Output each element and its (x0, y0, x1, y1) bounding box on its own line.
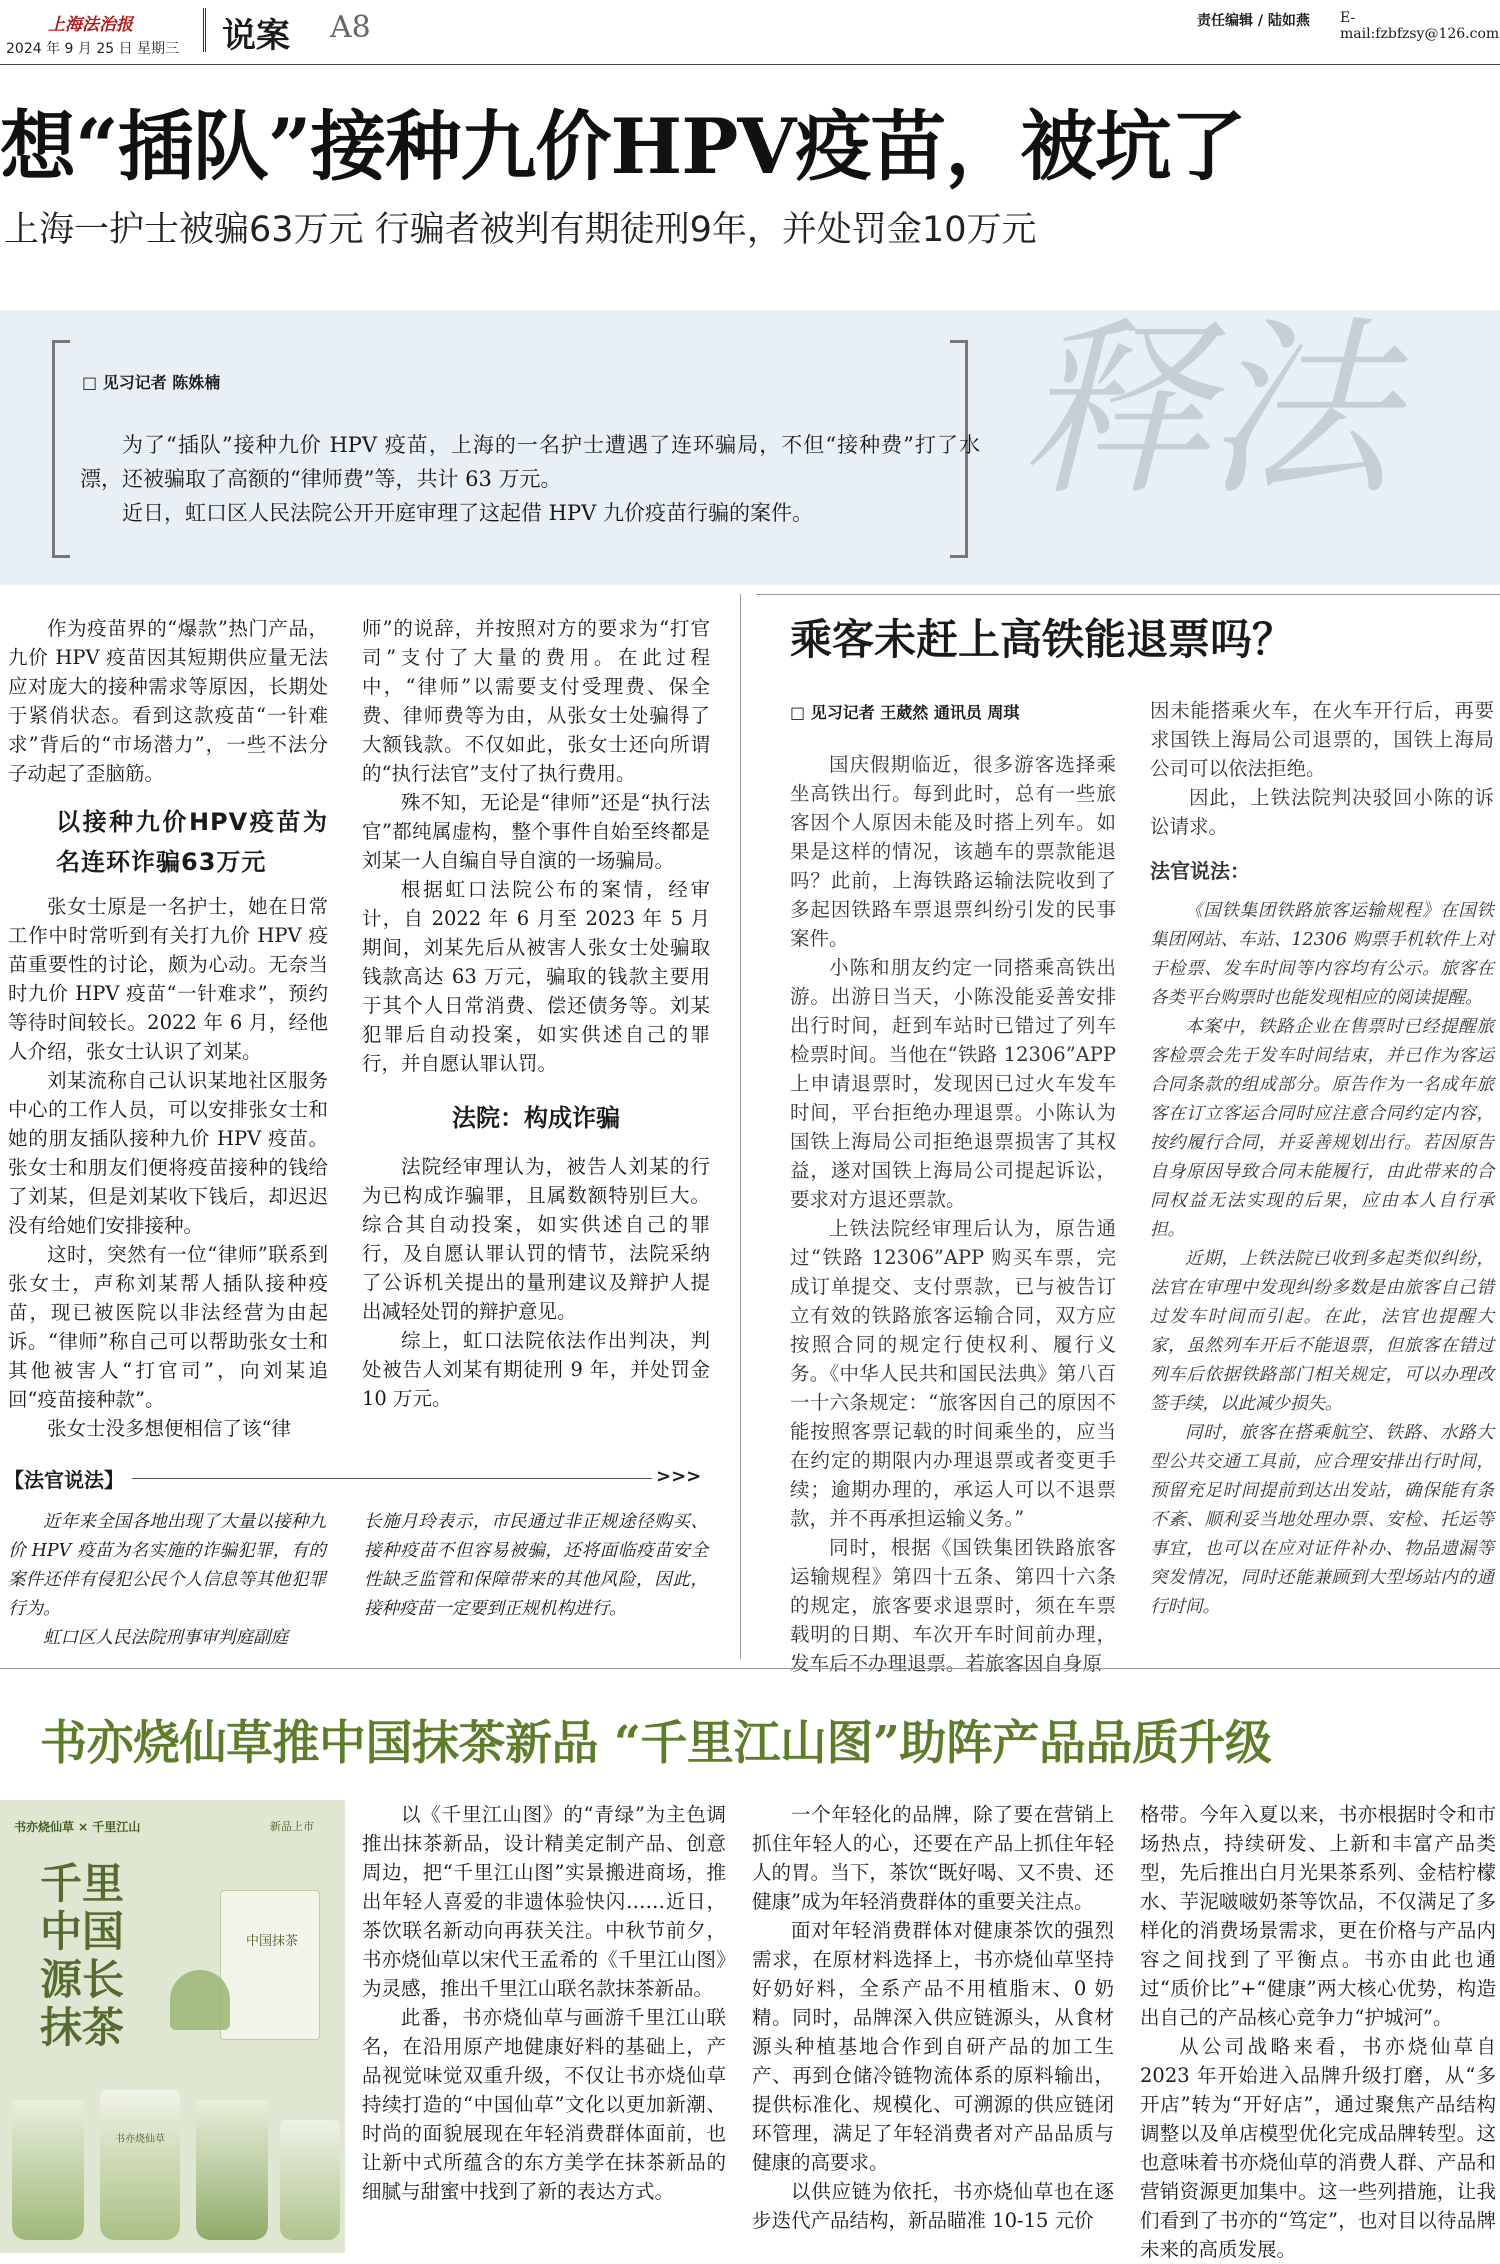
page-number: A8 (330, 10, 371, 45)
article2-paragraph: 小陈和朋友约定一同搭乘高铁出游。出游日当天，小陈没能妥善安排出行时间，赶到车站时已错过了列车检票时间。当他在“铁路 12306”APP 上申请退票时，发现因已过火车发车时间，平台拒绝办理退票。小陈认为国铁上海局公司拒绝退票损害了其权益，遂对国铁上海局公司提起诉讼，要求对方退还票款。 (790, 956, 1116, 1211)
drink-cup (196, 2100, 268, 2240)
article2-paragraph: 同时，根据《国铁集团铁路旅客运输规程》第四十五条、第四十六条的规定，旅客要求退票时，须在车票载明的日期、车次开车时间前办理，发车后不办理退票。若旅客因自身原 (790, 1536, 1116, 1675)
editor-email: E-mail:fzbfzsy@126.com (1340, 10, 1500, 42)
judge-paragraph: 长施月玲表示，市民通过非正规途径购买、接种疫苗不但容易被骗，还将面临疫苗安全性缺乏监管和保障带来的其他风险，因此，接种疫苗一定要到正规机构进行。 (364, 1512, 708, 1619)
judge-paragraph: 虹口区人民法院刑事审判庭副庭 (43, 1628, 288, 1648)
column-brand-watermark: 释法 (1020, 300, 1389, 521)
article1-paragraph: 师”的说辞，并按照对方的要求为“打官司”支付了大量的费用。在此过程中，“律师”以需要支付受理费、保全费、律师费等为由，从张女士处骗得了大额钱款。不仅如此，张女士还向所谓的“执行法官”支付了执行费用。 (362, 617, 710, 785)
ad-column-2 (752, 1800, 1114, 2250)
judge-paragraph: 近期，上铁法院已收到多起类似纠纷，法官在审理中发现纠纷多数是由旅客自己错过发车时间而引起。在此，法官也提醒大家，虽然列车开后不能退票，但旅客在错过列车后依据铁路部门相关规定，可以办理改签手续，以此减少损失。 (1150, 1249, 1494, 1414)
article2-paragraph: 因未能搭乘火车，在火车开行后，再要求国铁上海局公司退票的，国铁上海局公司可以依法拒绝。 (1150, 699, 1494, 780)
article2-paragraph: 上铁法院经审理后认为，原告通过“铁路 12306”APP 购买车票，完成订单提交、支付票款，已与被告订立有效的铁路旅客运输合同，双方应按照合同的规定行使权利、履行义务。《中华人民共和国民法典》第八百一十六条规定：“旅客因自己的原因不能按照客票记载的时间乘坐的，应当在约定的期限内办理退票或者变更手续；逾期办理的，承运人可以不退票款，并不再承担运输义务。” (790, 1217, 1116, 1530)
article1-judge-column-1 (8, 1508, 326, 1653)
article2-judge-label: 法官说法： (1150, 859, 1250, 883)
article1-paragraph: 这时，突然有一位“律师”联系到张女士，声称刘某帮人插队接种疫苗，现已被医院以非法经营为由起诉。“律师”称自己可以帮助张女士和其他被害人“打官司”，向刘某追回“疫苗接种款”。 (8, 1243, 328, 1411)
article1-heading-1: 以接种九价HPV疫苗为名连环诈骗63万元 (56, 808, 328, 876)
article1-heading-2: 法院：构成诈骗 (452, 1104, 620, 1132)
drink-cup-brand: 书亦烧仙草 (115, 2134, 165, 2145)
ad-column-3 (1140, 1800, 1496, 2261)
article2-title: 乘客未赶上高铁能退票吗？ (790, 615, 1295, 664)
paper-logo: 上海法治报 (48, 15, 133, 35)
main-headline: 想“插队”接种九价HPV疫苗，被坑了 (0, 102, 1246, 191)
ad-top-rule (0, 1668, 1500, 1669)
ad-paragraph: 格带。今年入夏以来，书亦根据时令和市场热点，持续研发、上新和丰富产品类型，先后推出白月光果茶系列、金桔柠檬水、芋泥啵啵奶茶等饮品，不仅满足了多样化的消费场景需求，更在价格与产品内容之间找到了平衡点。书亦由此也通过“质价比”+“健康”两大核心优势，构造出自己的产品核心竞争力“护城河”。 (1140, 1803, 1496, 2029)
section-name: 说案 (222, 16, 290, 56)
calligraphy-line: 源长 (40, 1955, 125, 2004)
article1-judge-column-2 (364, 1508, 708, 1653)
article1-paragraph: 张女士没多想便相信了该“律 (47, 1417, 291, 1440)
product-bag (220, 1890, 320, 2040)
issue-date: 2024 年 9 月 25 日 星期三 (6, 41, 180, 57)
lead-bracket-left (52, 340, 70, 558)
judge-paragraph: 近年来全国各地出现了大量以接种九价 HPV 疫苗为名实施的诈骗犯罪，有的案件还伴有侵犯公民个人信息等其他犯罪行为。 (8, 1512, 326, 1619)
judge-paragraph: 本案中，铁路企业在售票时已经提醒旅客检票会先于发车时间结束，并已作为客运合同条款的组成部分。原告作为一名成年旅客在订立客运合同时应注意合同约定内容，按约履行合同，并妥善规划出行。若因原告自身原因导致合同未能履行，由此带来的合同权益无法实现的后果，应由本人自行承担。 (1150, 1017, 1494, 1240)
article2-column-2 (1150, 696, 1494, 1656)
ad-image-brand: 书亦烧仙草 × 千里江山 (14, 1820, 141, 1834)
article1-paragraph: 法院经审理认为，被告人刘某的行为已构成诈骗罪，且属数额特别巨大。综合其自动投案，如实供述自己的罪行，及自愿认罪认罚的情节，法院采纳了公诉机关提出的量刑建议及辩护人提出减轻处罚的辩护意见。 (362, 1155, 710, 1323)
article1-article2-divider (740, 594, 741, 1659)
ad-image-tag: 新品上市 (270, 1820, 314, 1833)
calligraphy-line: 千里 (40, 1859, 125, 1908)
article1-intro: 作为疫苗界的“爆款”热门产品，九价 HPV 疫苗因其短期供应量无法应对庞大的接种需求等原因，长期处于紧俏状态。看到这款疫苗“一针难求”背后的“市场潜力”，一些不法分子动起了歪脑筋。 (8, 617, 328, 785)
product-bag-label: 中国抹茶 (245, 1934, 298, 1949)
ad-paragraph: 一个年轻化的品牌，除了要在营销上抓住年轻人的心，还要在产品上抓住年轻人的胃。当下，茶饮“既好喝、又不贵、还健康”成为年轻消费群体的重要关注点。 (752, 1803, 1114, 1913)
judge-rule (132, 1478, 652, 1479)
article2-column-1 (790, 750, 1116, 1675)
article1-paragraph: 综上，虹口法院依法作出判决，判处被告人刘某有期徒刑 9 年，并处罚金 10 万元。 (362, 1329, 710, 1410)
article2-paragraph: 国庆假期临近，很多游客选择乘坐高铁出行。每到此时，总有一些旅客因个人原因未能及时搭上列车。如果是这样的情况，该趟车的票款能退吗？此前，上海铁路运输法院收到了多起因铁路车票退票纠纷引发的民事案件。 (790, 753, 1116, 950)
article2-top-rule (756, 594, 1500, 595)
masthead-rule (0, 64, 1500, 65)
calligraphy-line: 中国 (40, 1907, 125, 1956)
article1-paragraph: 殊不知，无论是“律师”还是“执行法官”都纯属虚构，整个事件自始至终都是刘某一人自编自导自演的一场骗局。 (362, 791, 710, 872)
article1-column-1 (8, 614, 328, 1440)
drink-cup (280, 2120, 340, 2240)
masthead (0, 0, 1500, 60)
product-bow (170, 1970, 230, 2030)
article1-paragraph: 根据虹口法院公布的案情，经审计，自 2022 年 6 月至 2023 年 5 月期间，刘某先后从被害人张女士处骗取钱款高达 63 万元，骗取的钱款主要用于其个人日常消费、偿还债务等。刘某犯罪后自动投案，如实供述自己的罪行，并自愿认罪认罚。 (362, 878, 710, 1075)
ad-paragraph: 此番，书亦烧仙草与画游千里江山联名，在沿用原产地健康好料的基础上，产品视觉味觉双重升级，不仅让书亦烧仙草持续打造的“中国仙草”文化以更加新潮、时尚的面貌展现在年轻消费群体面前，也让新中式所蕴含的东方美学在抹茶新品的细腻与甜蜜中找到了新的表达方式。 (362, 2006, 726, 2203)
ad-paragraph: 从公司战略来看，书亦烧仙草自 2023 年开始进入品牌升级打磨，从“多开店”转为“开好店”，通过聚焦产品结构调整以及单店模型优化完成品牌转型。这也意味着书亦烧仙草的消费人群、产品和营销资源更加集中。这一些列措施，让我们看到了书亦的“笃定”，也对目以待品牌未来的高质发展。 (1140, 2035, 1496, 2261)
drink-cup (100, 2090, 180, 2240)
article2-paragraph: 因此，上铁法院判决驳回小陈的诉讼请求。 (1150, 786, 1494, 838)
ad-paragraph: 以《千里江山图》的“青绿”为主色调推出抹茶新品，设计精美定制产品、创意周边，把“千里江山图”实景搬进商场，推出年轻人喜爱的非遗体验快闪……近日，茶饮联名新动向再获关注。中秋节前夕，书亦烧仙草以宋代王孟希的《千里江山图》为灵感，推出千里江山联名款抹茶新品。 (362, 1803, 726, 2000)
lead-paragraph: 为了“插队”接种九价 HPV 疫苗，上海的一名护士遭遇了连环骗局，不但“接种费”打了水漂，还被骗取了高额的“律师费”等，共计 63 万元。 (80, 433, 980, 491)
judge-arrow: >>> (656, 1466, 702, 1487)
ad-paragraph: 面对年轻消费群体对健康茶饮的强烈需求，在原材料选择上，书亦烧仙草坚持好奶好料，全系产品不用植脂末、0 奶精。同时，品牌深入供应链源头，从食材源头种植基地合作到自研产品的加工生产、再到仓储冷链物流体系的原料输出，提供标准化、规模化、可溯源的供应链闭环管理，满足了年轻消费者对产品品质与健康的高要求。 (752, 1919, 1114, 2174)
judge-paragraph: 《国铁集团铁路旅客运输规程》在国铁集团网站、车站、12306 购票手机软件上对于检票、发车时间等内容均有公示。旅客在各类平台购票时也能发现相应的阅读提醒。 (1150, 901, 1494, 1008)
main-subtitle: 上海一护士被骗63万元 行骗者被判有期徒刑9年，并处罚金10万元 (4, 210, 1037, 250)
lead-paragraph: 近日，虹口区人民法院公开开庭审理了这起借 HPV 九价疫苗行骗的案件。 (122, 501, 813, 525)
ad-paragraph: 以供应链为依托，书亦烧仙草也在逐步迭代产品结构，新品瞄准 10-15 元价 (752, 2180, 1114, 2232)
ad-image-calligraphy (40, 1860, 150, 2052)
article1-column-2 (362, 614, 710, 1434)
article2-judge-text (1150, 897, 1494, 1622)
article2-byline: □ 见习记者 王葳然 通讯员 周琪 (790, 703, 1020, 722)
lead-text (80, 428, 980, 530)
masthead-divider (203, 8, 206, 52)
ad-column-1 (362, 1800, 726, 2250)
article1-paragraph: 张女士原是一名护士，她在日常工作中时常听到有关打九价 HPV 疫苗重要性的讨论，颇为心动。无奈当时九价 HPV 疫苗“一针难求”，预约等待时间较长。2022 年 6 月，经他人介绍，张女士认识了刘某。 (8, 895, 328, 1063)
drink-cup (12, 2100, 84, 2240)
ad-product-image (0, 1800, 345, 2253)
lead-byline: □ 见习记者 陈姝楠 (82, 373, 221, 392)
calligraphy-line: 抹茶 (40, 2003, 125, 2052)
article1-judge-label: 【法官说法】 (4, 1468, 124, 1492)
ad-headline: 书亦烧仙草推中国抹茶新品 “千里江山图”助阵产品品质升级 (40, 1716, 1272, 1771)
article1-paragraph: 刘某流称自己认识某地社区服务中心的工作人员，可以安排张女士和她的朋友插队接种九价 HPV 疫苗。张女士和朋友们便将疫苗接种的钱给了刘某，但是刘某收下钱后，却迟迟没有给她们安排接种。 (8, 1069, 328, 1237)
editor-credit: 责任编辑 / 陆如燕 (1197, 13, 1310, 29)
judge-paragraph: 同时，旅客在搭乘航空、铁路、水路大型公共交通工具前，应合理安排出行时间，预留充足时间提前到达出发站，确保能有条不紊、顺利妥当地处理办票、安检、托运等事宜，也可以在应对证件补办、物品遗漏等突发情况，同时还能兼顾到大型场站内的通行时间。 (1150, 1423, 1494, 1617)
